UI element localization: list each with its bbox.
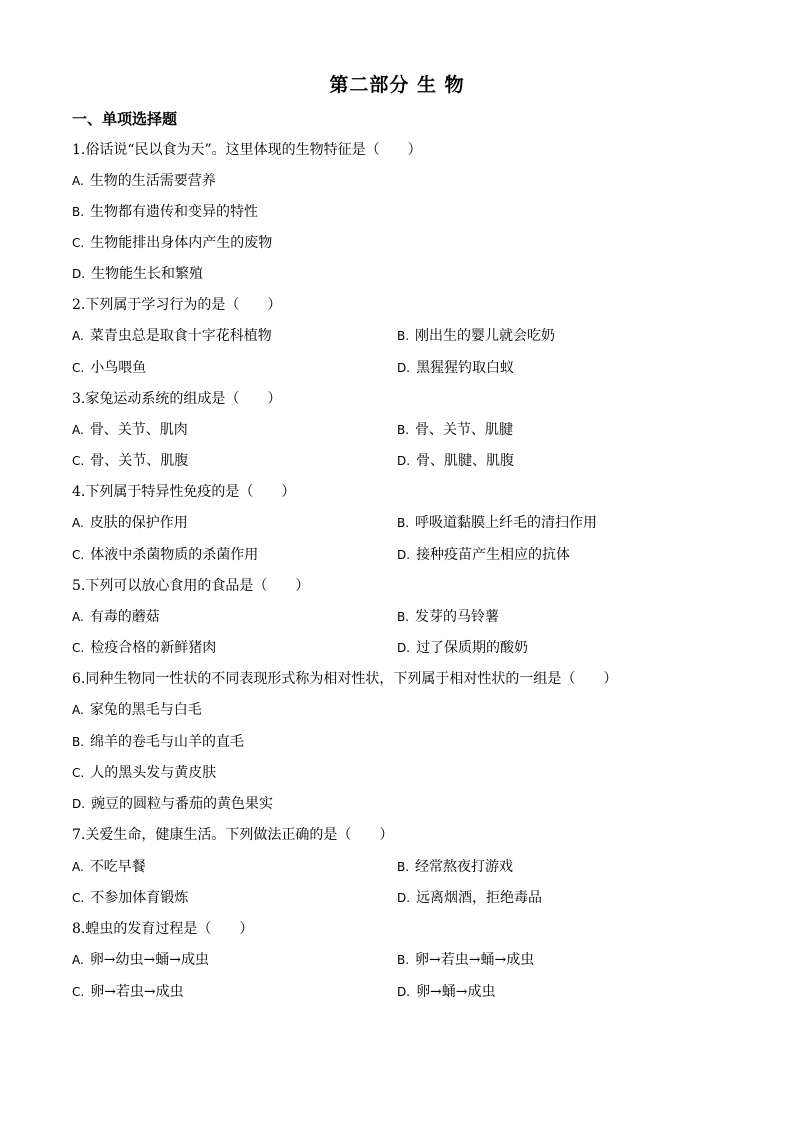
question-3-option-c [72, 451, 188, 471]
option-text: 体液中杀菌物质的杀菌作用 [90, 547, 259, 563]
option-label: A. [72, 329, 84, 343]
question-6-stem: 6.同种生物同一性状的不同表现形式称为相对性状，下列属于相对性状的一组是（ ） [72, 671, 618, 687]
option-text: 经常熬夜打游戏 [415, 859, 514, 875]
question-4-option-c [72, 545, 258, 565]
option-text: 骨、关节、肌腱 [415, 422, 514, 438]
question-7-option-d [397, 888, 542, 908]
option-text: 黑猩猩钓取白蚁 [416, 360, 515, 376]
option-text: 不吃早餐 [89, 859, 146, 875]
question-6-option-b [72, 732, 244, 752]
option-text: 呼吸道黏膜上纤毛的清扫作用 [415, 515, 598, 531]
option-text: 远离烟酒，拒绝毒品 [416, 890, 543, 906]
option-label: D. [72, 797, 86, 811]
option-label: A. [72, 953, 84, 967]
question-1-option-d [72, 264, 203, 284]
option-label: C. [72, 766, 85, 780]
option-text: 生物的生活需要营养 [89, 173, 216, 189]
question-4-option-b [397, 513, 597, 533]
question-5-option-a [72, 607, 160, 627]
option-text: 检疫合格的新鲜猪肉 [90, 640, 217, 656]
option-label: B. [397, 860, 410, 874]
question-4-option-d [397, 545, 570, 565]
option-label: D. [397, 454, 411, 468]
question-4-stem: 4.下列属于特异性免疫的是（ ） [72, 484, 296, 500]
question-2-option-a [72, 326, 272, 346]
option-text: 卵→幼虫→蛹→成虫 [89, 952, 210, 968]
option-label: C. [72, 641, 85, 655]
option-text: 生物能生长和繁殖 [91, 266, 204, 282]
option-text: 不参加体育锻炼 [90, 890, 189, 906]
option-text: 有毒的蘑菇 [89, 609, 160, 625]
question-2-stem: 2.下列属于学习行为的是（ ） [72, 297, 282, 313]
option-label: C. [72, 361, 85, 375]
question-3-option-a [72, 420, 188, 440]
option-label: C. [72, 548, 85, 562]
question-8-option-d [397, 982, 496, 1002]
option-text: 骨、关节、肌肉 [89, 422, 188, 438]
option-label: C. [72, 891, 85, 905]
question-8-option-b [397, 950, 534, 970]
question-4-option-a [72, 513, 188, 533]
option-label: D. [397, 641, 411, 655]
option-label: D. [397, 985, 411, 999]
option-label: A. [72, 860, 84, 874]
option-text: 卵→蛹→成虫 [416, 984, 496, 1000]
option-text: 生物能排出身体内产生的废物 [90, 235, 273, 251]
question-6-option-a [72, 700, 202, 720]
option-label: C. [72, 236, 85, 250]
question-7-option-b [397, 857, 513, 877]
question-5-option-b [397, 607, 499, 627]
question-3-option-b [397, 420, 513, 440]
option-text: 豌豆的圆粒与番茄的黄色果实 [91, 796, 274, 812]
option-text: 家兔的黑毛与白毛 [89, 702, 202, 718]
question-8-stem: 8.蝗虫的发育过程是（ ） [72, 921, 254, 937]
page-title: 第二部分 生 物 [329, 74, 465, 96]
question-7-option-c [72, 888, 188, 908]
option-text: 接种疫苗产生相应的抗体 [416, 547, 571, 563]
option-text: 卵→若虫→成虫 [90, 984, 184, 1000]
option-text: 骨、关节、肌腹 [90, 453, 189, 469]
option-label: A. [72, 516, 84, 530]
option-label: D. [397, 891, 411, 905]
option-label: A. [72, 703, 84, 717]
section-heading: 一、单项选择题 [72, 110, 178, 128]
option-text: 小鸟喂鱼 [90, 360, 147, 376]
question-1-option-c [72, 233, 272, 253]
question-2-option-b [397, 326, 555, 346]
option-label: B. [72, 205, 85, 219]
option-label: B. [397, 423, 410, 437]
option-label: A. [72, 610, 84, 624]
option-text: 生物都有遗传和变异的特性 [90, 204, 259, 220]
question-8-option-a [72, 950, 209, 970]
question-2-option-c [72, 358, 146, 378]
option-text: 发芽的马铃薯 [415, 609, 500, 625]
question-6-option-c [72, 763, 216, 783]
option-text: 人的黑头发与黄皮肤 [90, 765, 217, 781]
option-text: 刚出生的婴儿就会吃奶 [415, 328, 556, 344]
option-text: 骨、肌腱、肌腹 [416, 453, 515, 469]
option-label: B. [397, 610, 410, 624]
option-text: 菜青虫总是取食十字花科植物 [89, 328, 272, 344]
option-text: 卵→若虫→蛹→成虫 [415, 952, 535, 968]
option-text: 皮肤的保护作用 [89, 515, 188, 531]
option-label: D. [72, 267, 86, 281]
question-5-option-d [397, 638, 528, 658]
question-1-option-b [72, 202, 258, 222]
option-label: B. [72, 735, 85, 749]
option-label: D. [397, 361, 411, 375]
option-label: B. [397, 516, 410, 530]
option-label: B. [397, 329, 410, 343]
question-3-option-d [397, 451, 514, 471]
question-2-option-d [397, 358, 514, 378]
question-1-option-a [72, 171, 216, 191]
option-label: A. [72, 174, 84, 188]
option-text: 过了保质期的酸奶 [416, 640, 529, 656]
question-5-stem: 5.下列可以放心食用的食品是（ ） [72, 578, 310, 594]
question-5-option-c [72, 638, 216, 658]
option-label: D. [397, 548, 411, 562]
question-7-option-a [72, 857, 146, 877]
question-7-stem: 7.关爱生命，健康生活。下列做法正确的是（ ） [72, 827, 394, 843]
question-6-option-d [72, 794, 273, 814]
option-label: C. [72, 985, 85, 999]
option-label: B. [397, 953, 410, 967]
question-8-option-c [72, 982, 184, 1002]
option-label: C. [72, 454, 85, 468]
question-1-stem: 1.俗话说“民以食为天”。这里体现的生物特征是（ ） [72, 142, 422, 158]
option-label: A. [72, 423, 84, 437]
question-3-stem: 3.家兔运动系统的组成是（ ） [72, 391, 282, 407]
option-text: 绵羊的卷毛与山羊的直毛 [90, 734, 245, 750]
